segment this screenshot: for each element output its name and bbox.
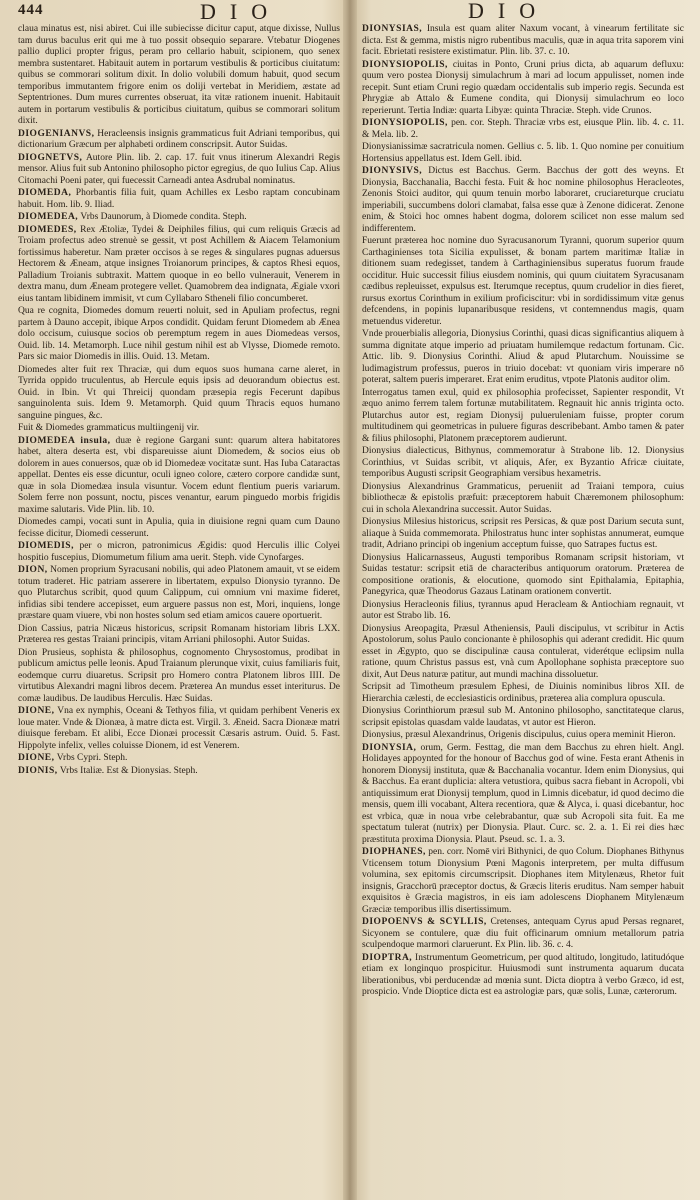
dictionary-entry	[18, 624, 340, 647]
entry-text: pen. corr. Nomē viri Bithynici, de quo Colum. Diophanes Bithynus Vticensem totum Dionysium Pœni Magonis interpretem, per multa diffusum volumina, sex epitomis circumscripsit. Diophanes item Mitylenæus, Rhetor fuit insignis, Gracchorū præceptor doctus, & Græcis literis eruditus. Nam semper habuit exquisitos è Græcia magistros, in eis iam adolescens Diophanem Mitylenæum Græciæ temporibus illis disertissimum.	[362, 847, 684, 915]
dictionary-entry	[18, 153, 340, 188]
entry-text: per o micron, patronimicus Ægidis: quod Herculis illic Colyei hospitio fuscepius, Diomumetum filium ama uerit. Steph. vide Cynofarges.	[18, 541, 340, 563]
running-head-left: DIO	[200, 0, 282, 24]
entry-text: Diomedes alter fuit rex Thraciæ, qui dum equos suos humana carne aleret, in Tyrrida oppido truculentus, ab Hercule equis ipsis ad deuorandum obiectus est. Ouid. in Ibin. Vt qui Threicij quondam præsepia regis Fecerunt dapibus sanguinolenta suis. Idem 9. Metamorph. Quid quum Thracis equos humano sanguine pingues, &c.	[18, 364, 340, 421]
entry-headword: DIOMEDIS,	[18, 541, 74, 551]
dictionary-entry	[362, 917, 684, 952]
dictionary-entry	[362, 166, 684, 235]
entry-headword: DIOMEDEA,	[18, 212, 79, 222]
entry-text: Diomedes campi, vocati sunt in Apulia, quia in diuisione regni quam cum Dauno fecisse dicitur, Diomedi cesserunt.	[18, 517, 340, 539]
dictionary-entry	[362, 388, 684, 446]
dictionary-entry	[18, 541, 340, 564]
entry-text: Dionysianissimæ sacratricula nomen. Gellius c. 5. lib. 1. Quo nomine per conuitium Hortensius appellatus est. Idem Gell. ibid.	[362, 142, 684, 164]
dictionary-entry	[362, 743, 684, 847]
dictionary-entry	[362, 329, 684, 387]
right-column	[362, 24, 684, 1196]
entry-text: duæ è regione Gargani sunt: quarum altera habitatores habet, altera deserta est, vbi dispareuisse aiunt Diomedem, & socios eius ob dolorem in aues conuersos, quæ ob id Diomedeæ vocitatæ sunt. Has Iuba Cataractas appellat. Dentes eis esse dicuntur, oculi igneo colore, cætero corpore candidæ sunt, quæ in sola Diomedæa insula visuntur. Vocem edunt flentium pueris variarum. Solem ferre non possunt, noctu, pisces venantur, earum pinguedo morbis frigidis maxime salutaris. Vide Plin. lib. 10.	[18, 435, 340, 515]
entry-text: Dionysius Halicarnasseus, Augusti temporibus Romanam scripsit historiam, vt Suidas testatur: scripsit etiā de characteribus antiquorum oratorum. Præterea de compositione orationis, & elocutione, quomodo sint Epithalamia, Epitaphia, Panegyrica, quæ Theodorus Gazaus Latinam orationem convertit.	[362, 552, 684, 597]
dictionary-entry	[18, 129, 340, 152]
page-number: 444	[18, 2, 44, 18]
dictionary-entry	[18, 24, 340, 128]
entry-text: Dionysius Areopagita, Præsul Atheniensis, Pauli discipulus, vt scribitur in Actis Apostolorum, solus Paulo concionante è philosophis qui aderant credidit. Hic quum esset in Ægypto, quo se discipulinæ causa contulerat, viderétque eclipsim nulla ratione, quum Christus passus est, vnà cum Apollophane sophista præceptore suo dixit, Aut Deus naturæ patitur, aut mundi machina dissoluetur.	[362, 623, 684, 680]
entry-text: Vna ex nymphis, Oceani & Tethyos filia, vt quidam perhibent Veneris ex loue mater. Vnde & Dionæa, à matre dicta est. Virgil. 3. Æneid. Sacra Dionææ matri diuisque ferebam. Et alibi, Ecce Dionæi processit Cæsaris astrum. Ouid. 5. Fast. Hippolyte infelix, velles coluisse Dionem, id est Venerem.	[18, 706, 340, 751]
dictionary-entry	[362, 142, 684, 165]
entry-headword: DIONE,	[18, 753, 55, 763]
entry-text: Dionysius Heracleonis filius, tyrannus apud Heracleam & Antiochiam regnauit, vt autor est Strabo lib. 16.	[362, 599, 684, 621]
entry-headword: DION,	[18, 565, 48, 575]
left-column	[18, 24, 340, 1196]
dictionary-entry	[362, 24, 684, 59]
entry-text: Vrbs Cypri. Steph.	[56, 753, 128, 763]
entry-text: Autore Plin. lib. 2. cap. 17. fuit vnus itinerum Alexandri Regis mensor. Alius fuit sub Antonino philosopho pictor egregius, de quo Iulius Cap. Alius Citomachi Poeni pater, qui fuecessit Carneadi antea Asdrubal nominatus.	[18, 152, 340, 186]
dictionary-entry	[362, 482, 684, 517]
dictionary-entry	[362, 847, 684, 916]
entry-headword: DIOPOENVS & SCYLLIS,	[362, 917, 487, 927]
entry-headword: DIOPTRA,	[362, 952, 413, 963]
entry-headword: DIOPHANES,	[362, 847, 426, 857]
entry-text: Dictus est Bacchus. Germ. Bacchus der gott des weyns. Et Dionysia, Bacchanalia, Bacchi festa. Fuit & hoc nomine philosophus Heracleotes, Zenonis Stoici auditor, qui quum tenuin morbo laboraret, cruciareturque cruciatu imperiabili, succumbens dolori clamabat, falsa esse quæ à Zenone didicerat. Zenone enim, & Stoici hoc omnes habent dogma, dolorem scilicet non esse malum sed indifferentem.	[362, 166, 684, 234]
entry-text: pen. cor. Steph. Thraciæ vrbs est, eiusque Plin. lib. 4. c. 11. & Mela. lib. 2.	[362, 118, 684, 140]
entry-headword: DIONYSIOPOLIS,	[362, 59, 448, 70]
entry-text: Dion Cassius, patria Nicæus historicus, scripsit Romanam historiam libris LXX. Præterea res gestas Traiani principis, vitam Arriani philosophi. Autor Suidas.	[18, 623, 340, 645]
dictionary-entry	[18, 753, 340, 765]
dictionary-entry	[362, 624, 684, 682]
entry-text: Phorbantis filia fuit, quam Achilles ex Lesbo raptam concubinam habuit. Hom. lib. 9. Iliad.	[18, 188, 340, 210]
dictionary-entry	[362, 553, 684, 599]
entry-headword: DIONE,	[18, 706, 55, 716]
entry-text: Dionysius Alexandrinus Grammaticus, perueniit ad Traiani tempora, cuius bibliothecæ & epistolis præfuit: præceptorem habuit Chæremonem philosophum: cui in schola Alexandrina successit. Autor Suidas.	[362, 481, 684, 515]
dictionary-entry	[18, 188, 340, 211]
entry-text: Heracleensis insignis grammaticus fuit Adriani temporibus, qui dictionarium Græcum per alphabeti ordinem conscripsit. Autor Suidas.	[18, 128, 340, 150]
entry-text: Nomen proprium Syracusani nobilis, qui adeo Platonem amauit, vt se eidem totum traderet. Hic patriam asserere in libertatem, expulso Dionysio tyranno. De quo Plutarchus scribit, quod quum Calippum, cui omnium vni maxime fideret, infidias sibi tendere accepisset, eum arguere passus non est, Mori, inquiens, longe præstare quam viuere, vbi non hostes solum sed etiam amicos cauere oportuerit.	[18, 565, 340, 621]
entry-headword: DIONYSIAS,	[362, 24, 423, 34]
entry-text: Dionysius, præsul Alexandrinus, Origenis discipulus, cuius opera meminit Hieron.	[362, 730, 676, 740]
entry-text: Dionysius dialecticus, Bithynus, commemoratur à Strabone lib. 12. Dionysius Corinthius, vt Suidas scribit, vt aliquis, Afer, ex Byzantio Africæ ciuitate, temporibus Augusti scripsit Geographiam versibus hexametris.	[362, 446, 684, 479]
dictionary-entry	[362, 682, 684, 705]
entry-text: Rex Ætoliæ, Tydei & Deiphiles filius, qui cum reliquis Græcis ad Troiam profectus adeo strenuè se gessit, vt post Achillem & Aiacem Telamonium fortissimus haberetur. Nam præter occisos à se reges & singulares pugnas aduersus Hectorem & Æneam, atque insignes Troianorum principes, & captos Rhesi equos, Palladium Troianis subtraxit. Mattem quoque in eo bello vulnerauit, Venerem in dextra manu, dum Æneam protegere vellet. Quamobrem dea indignata, Ægiale vxori eius tantam libidinem immisit, vt cum Cyllabaro Stheneli filio concumberet.	[18, 224, 340, 304]
entry-text: Dionysius Milesius historicus, scripsit res Persicas, & quæ post Darium secuta sunt, aliaque à Suida commemorata. Philostratus hunc inter sophistas annumerat, eumque tradit, Adriano principi ob ingenium acceptum fuisse, quo Satrapes fuctus est.	[362, 517, 684, 550]
dictionary-entry	[18, 365, 340, 423]
entry-text: Interrogatus tamen exul, quid ex philosophia profecisset, Sapienter respondit, Vt æquo animo ferrem talem fortunæ mutabilitatem. Regnauit hic annis triginta octo. Plutarchus autor est, regiam Dionysij pulueruleniam fuisse, propter corum multitudinem qui geometricas in puluere figuras describebant. Ambo tamen & pater & filius philosophi, Platonem præceptorem audierunt.	[362, 387, 684, 444]
entry-text: Vnde prouerbialis allegoria, Dionysius Corinthi, quasi dicas significantius aliquem à summa dignitate atque imperio ad priuatam humilemque redactum fortunam. Cic. Attic. lib. 9. Dionysius Corinthi. Aliud & apud Plutarchum. Nouissime se ludimagistrum professus, pueros in triuio docebat: vt quoniam viris imperare nō poterat, saltem pueris imperaret. Erat enim eruditus, vtpote Platonis auditor olim.	[362, 329, 684, 385]
entry-text: ciuitas in Ponto, Cruni prius dicta, ab aquarum defluxu: quum vero postea Dionysij simulachrum à mari ad locum appulisset, nomen inde recepit. Sunt etiam Cruni regio quædam occidentalis sub imperio regis. Secunda est Phrygiæ ab Attalo & Eumene condita, qui Dionysij simulachrum eo loco reperierunt. Tertia Indiæ: quarta Libyæ: quinta Thraciæ. Steph. vide Crunos.	[362, 59, 684, 116]
dictionary-entry	[362, 600, 684, 623]
entry-headword: DIONIS,	[18, 765, 58, 776]
entry-text: Dion Prusieus, sophista & philosophus, cognomento Chrysostomus, prodibat in publicum amictus pelle leonis. Apud Traianum plerunque vixit, cuius familiaris fuit, eodemque curru diuaretus. Scripsit pro Homero contra Platonem libros IIII. De virtutibus Alexandri magni libros decem. Præterea An mundus esset interiturus. De comæ laudibus. De laudibus Herculis. Hæc Suidas.	[18, 647, 340, 704]
entry-text: Fuerunt præterea hoc nomine duo Syracusanorum Tyranni, quorum superior quum Carthaginienses tota Sicilia expulisset, & bonam partem maritimæ Italiæ in ditionem suam redegisset, tandem à Carthaginiensibus superatus fuorum fraude occiditur. Huic successit filius eiusdem nominis, qui quum ciuitatem Syracusanam cædibus repleuisset, expulsus est. Iterumque receptus, quum crudelior in dies fieret, rursus exortus Corinthum in exilium proficiscitur: vbi in sordidissimum vitæ genus defcendens, in popinis lupanaribusque residens, vt contemnendus magis, quam metuendus videretur.	[362, 236, 684, 327]
entry-text: orum, Germ. Festtag, die man dem Bacchus zu ehren hielt. Angl. Holidayes appoynted for the honour of Bacchus god of wine. Festa erant Athenis in honorem Dionysij instituta, quæ & Bacchanalia vocantur. Idem enim Dionysius, qui & Bacchus. Ea erant duplicia: altera vetustiora, quibus sacra fiebant in Acropoli, vbi antiquissimum erat Dionysij templum, quod in Limnis dicebatur, id quod decimo die mensis, quem illi vocabant, Altera recentiora, quæ & Alyca, i. quasi dicebantur, hoc est vrbica, quæ in noua vrbe celebrabantur, quæ sub Acropoli sita fuit. Ea me spectatum tulerat (nutrix) per Dionysia. Plaut. Curc. sc. 2. a. 1. Ei rei dies hæc præstituta proxima Dionysia. Plaut. Pseud. sc. 1. a. 3.	[362, 742, 684, 845]
entry-headword: DIONYSIVS,	[362, 166, 423, 176]
entry-text: Instrumentum Geometricum, per quod altitudo, longitudo, latitudóque etiam ex longinquo prospicitur. Huiusmodi sunt instrumenta aquarum ducata liberationibus, vbi perducendæ ad mœnia sunt. Dicta dioptra à verbo Græco, id est, prospicio. Vnde Dioptice dicta est ea astrologiæ pars, quæ solis, Lunæ, cæterorum.	[362, 952, 684, 997]
dictionary-entry	[362, 953, 684, 999]
entry-headword: DIOMEDEA insula,	[18, 435, 111, 446]
book-gutter	[343, 0, 357, 1200]
dictionary-entry	[362, 446, 684, 481]
entry-text: Vrbs Italiæ. Est & Dionysias. Steph.	[59, 765, 198, 776]
entry-text: Fuit & Diomedes grammaticus multiingenij vir.	[18, 423, 200, 433]
entry-text: Scripsit ad Timotheum præsulem Ephesi, de Diuinis nominibus libros XII. de Hierarchia cælesti, de ecclesiasticis ordinibus, præterea alia complura opuscula.	[362, 682, 684, 704]
dictionary-entry	[362, 730, 684, 742]
entry-headword: DIONYSIOPOLIS,	[362, 118, 448, 128]
running-head-right: DIO	[468, 0, 550, 23]
entry-headword: DIOMEDA,	[18, 188, 72, 198]
dictionary-entry	[18, 565, 340, 623]
entry-headword: DIOMEDES,	[18, 224, 77, 235]
dictionary-entry	[362, 60, 684, 118]
dictionary-entry	[18, 766, 340, 778]
dictionary-entry	[18, 423, 340, 435]
dictionary-entry	[18, 517, 340, 540]
entry-headword: DIOGENIANVS,	[18, 128, 95, 139]
dictionary-entry	[18, 706, 340, 752]
entry-text: Dionysius Corinthiorum præsul sub M. Antonino philosopho, sanctitateque clarus, scripsit epistolas quasdam valde laudatas, vt autor est Hieron.	[362, 706, 684, 728]
dictionary-entry	[362, 236, 684, 328]
entry-text: Insula est quam aliter Naxum vocant, à vinearum fertilitate sic dicta. Est & gemma, mistis nigro rubentibus maculis, quæ in aqua trita saporem vini facit. Ebrietati resistere existimatur. Plin. lib. 37. c. 10.	[362, 24, 684, 57]
dictionary-entry	[362, 118, 684, 141]
entry-text: claua minatus est, nisi abiret. Cui ille subiecisse dicitur caput, atque dixisse, Nullus tam durus baculus erit qui me à tuo possit obsequio separare. Vtebatur Diogenes pallio duplici propter frigus, peram pro cellario habuit, scipionem, quo senex membra sustentaret. Habitauit autem in portarum vestibulis & porticibus ciuitatum: quibus se commorari solitum dixit. In dolio volubili domum habuit, quod secum temporibus immutantem frigore enim os doliji vertebat in Meridiem, æstate ad Septentriones. Dum mures currentes obseruat, ita vitæ rationem inuenit. Habitauit autem in portarum vestibulis & porticibus ciuitatum, quibus se commorari solitum dixit.	[18, 24, 340, 126]
dictionary-entry	[18, 306, 340, 364]
dictionary-entry	[18, 648, 340, 706]
entry-text: Vrbs Daunorum, à Diomede condita. Steph.	[80, 212, 247, 222]
entry-headword: DIONYSIA,	[362, 742, 417, 753]
dictionary-entry	[18, 436, 340, 517]
dictionary-entry	[18, 225, 340, 306]
entry-text: Qua re cognita, Diomedes domum reuerti noluit, sed in Apuliam profectus, regni partem à Dauno accepit, ibique Arpos condidit. Quidam ferunt Diomedem ab Ænea dolo occisum, cuiusque socios ob peremptum regem in aues Diomedeas versos, Ouid. lib. 14. Metamorph. Luce nihil gestum nihil est ab Vlysse, Diomede remoto. Pars sic maior Diomedis in illis. Ouid. 13. Metam.	[18, 306, 340, 362]
dictionary-entry	[362, 517, 684, 552]
dictionary-entry	[18, 212, 340, 224]
entry-text: Cretenses, antequam Cyrus apud Persas regnaret, Sicyonem se contulere, quæ diu fuit officinarum omnium metallorum patria sculpendoque marmori claruerunt. Ex Plin. lib. 36. c. 4.	[362, 917, 684, 950]
dictionary-entry	[362, 706, 684, 729]
entry-headword: DIOGNETVS,	[18, 152, 83, 163]
